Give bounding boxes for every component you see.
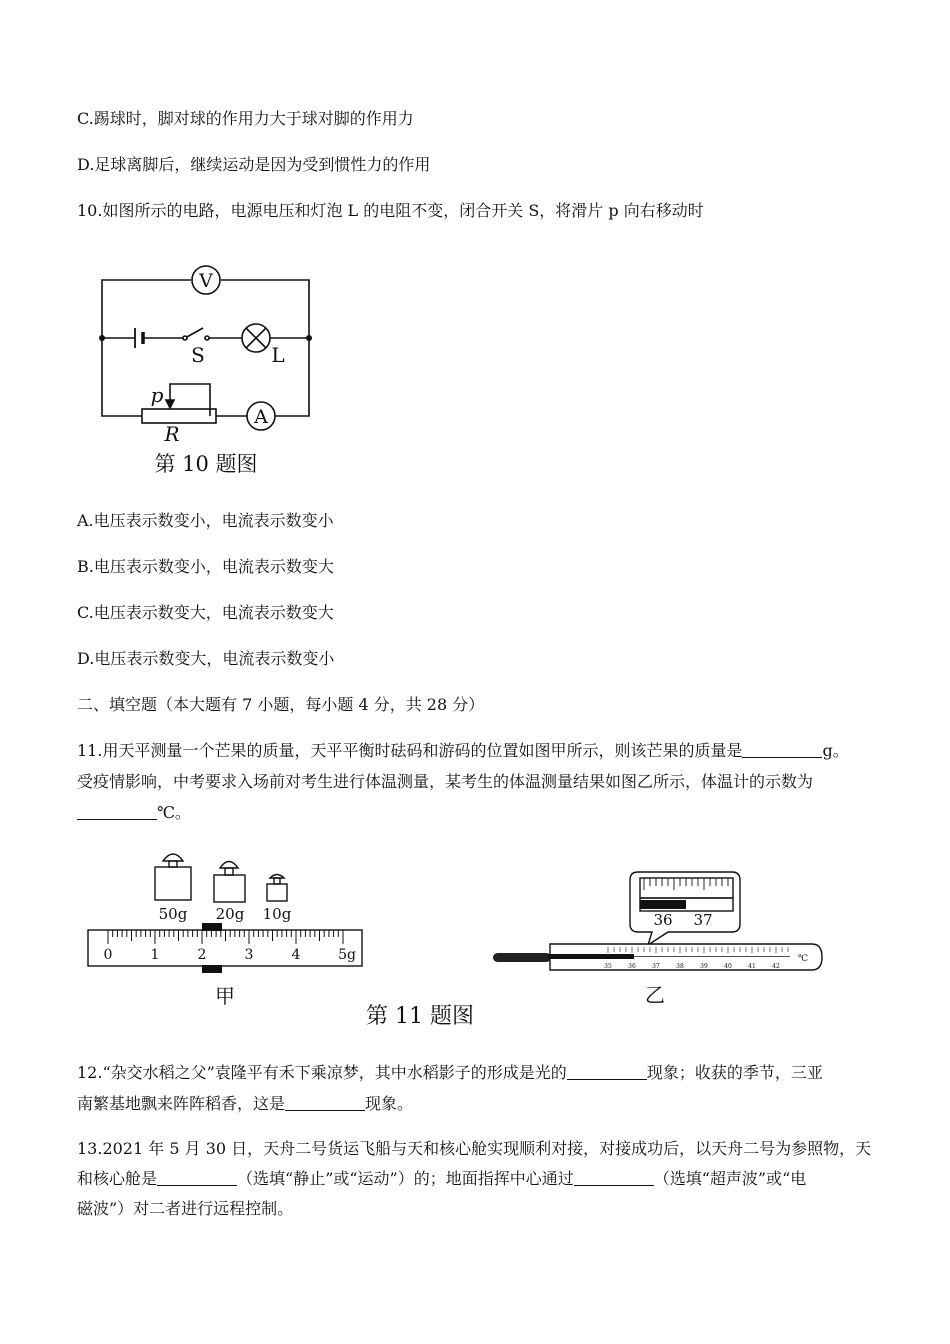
q9-option-d: D.足球离脚后，继续运动是因为受到惯性力的作用 xyxy=(77,155,431,174)
q11-figure-caption: 第 11 题图 xyxy=(366,1004,474,1029)
q11-line-1: 11.用天平测量一个芒果的质量，天平平衡时砝码和游码的位置如图甲所示，则该芒果的质量是 g。 xyxy=(77,741,849,760)
lamp-label: L xyxy=(271,343,285,367)
thermo-tick-37: 37 xyxy=(652,963,660,970)
q11-balance-figure xyxy=(85,847,370,1012)
q11-line-2: 受疫情影响，中考要求入场前对考生进行体温测量，某考生的体温测量结果如图乙所示，体温计的示数为 xyxy=(77,772,814,791)
q10-option-a: A.电压表示数变小，电流表示数变小 xyxy=(77,511,334,530)
q12-blank-1[interactable] xyxy=(567,1063,647,1080)
ammeter-label: A xyxy=(254,406,268,428)
zoom-tick-37: 37 xyxy=(693,911,713,929)
thermometer-mercury xyxy=(548,954,634,959)
scale-tick-2: 2 xyxy=(197,947,207,963)
label-yi: 乙 xyxy=(645,983,665,1007)
thermometer-bulb xyxy=(493,953,551,962)
thermo-tick-41: 41 xyxy=(748,963,756,970)
q13-line-3: 磁波”）对二者进行远程控制。 xyxy=(77,1199,294,1218)
q10-option-b: B.电压表示数变小，电流表示数变大 xyxy=(77,557,334,576)
weight-50g-label: 50g xyxy=(158,905,188,923)
q10-option-d: D.电压表示数变大，电流表示数变小 xyxy=(77,649,335,668)
section-heading: 二、填空题（本大题有 7 小题，每小题 4 分，共 28 分） xyxy=(77,695,485,714)
weight-20g-label: 20g xyxy=(215,905,245,923)
scale-tick-4: 4 xyxy=(291,947,301,963)
thermo-tick-35: 35 xyxy=(604,963,612,970)
q13-line-2: 和核心舱是 （选填“静止”或“运动”）的；地面指挥中心通过 （选填“超声波”或“电 xyxy=(77,1169,807,1188)
thermo-tick-39: 39 xyxy=(700,963,708,970)
zoom-mercury xyxy=(640,900,686,909)
q10-option-c: C.电压表示数变大，电流表示数变大 xyxy=(77,603,334,622)
rheostat-label: R xyxy=(164,422,180,446)
thermo-tick-36: 36 xyxy=(628,963,636,970)
q11-blank-mass[interactable] xyxy=(742,741,822,758)
zoom-tick-36: 36 xyxy=(653,911,673,929)
q11-blank-temperature[interactable] xyxy=(77,803,157,820)
rheostat-body xyxy=(142,409,216,423)
scale-tick-1: 1 xyxy=(150,947,160,963)
q9-option-c: C.踢球时，脚对球的作用力大于球对脚的作用力 xyxy=(77,109,414,128)
rider-bottom xyxy=(202,965,222,973)
thermo-unit: ℃ xyxy=(797,954,809,964)
scale-tick-0: 0 xyxy=(103,947,113,963)
thermo-tick-40: 40 xyxy=(724,963,732,970)
slider-label: p xyxy=(150,383,164,407)
q12-line-2: 南繁基地飘来阵阵稻香，这是 现象。 xyxy=(77,1094,414,1113)
q13-blank-1[interactable] xyxy=(157,1169,237,1186)
thermo-tick-42: 42 xyxy=(772,963,780,970)
voltmeter-label: V xyxy=(199,270,213,292)
thermo-tick-38: 38 xyxy=(676,963,684,970)
q12-blank-2[interactable] xyxy=(285,1094,365,1111)
scale-tick-3: 3 xyxy=(244,947,254,963)
q12-line-1: 12.“杂交水稻之父”袁隆平有禾下乘凉梦，其中水稻影子的形成是光的 现象；收获的季节，三亚 xyxy=(77,1063,823,1082)
q13-line-1: 13.2021 年 5 月 30 日，天舟二号货运飞船与天和核心舱实现顺利对接，对接成功后，以天舟二号为参照物，天 xyxy=(77,1139,872,1158)
label-jia: 甲 xyxy=(215,984,235,1008)
switch-label: S xyxy=(191,343,205,367)
q11-line-3: ℃。 xyxy=(77,803,191,823)
rider-top xyxy=(202,923,222,931)
q10-figure-caption: 第 10 题图 xyxy=(154,452,258,476)
q13-blank-2[interactable] xyxy=(574,1169,654,1186)
q10-circuit-figure xyxy=(90,258,330,483)
q11-thermometer-figure xyxy=(490,866,830,1008)
q10-stem: 10.如图所示的电路，电源电压和灯泡 L 的电阻不变，闭合开关 S，将滑片 p 向右移动时 xyxy=(77,201,704,220)
scale-tick-5g: 5g xyxy=(338,947,356,963)
weight-10g-label: 10g xyxy=(262,905,292,923)
